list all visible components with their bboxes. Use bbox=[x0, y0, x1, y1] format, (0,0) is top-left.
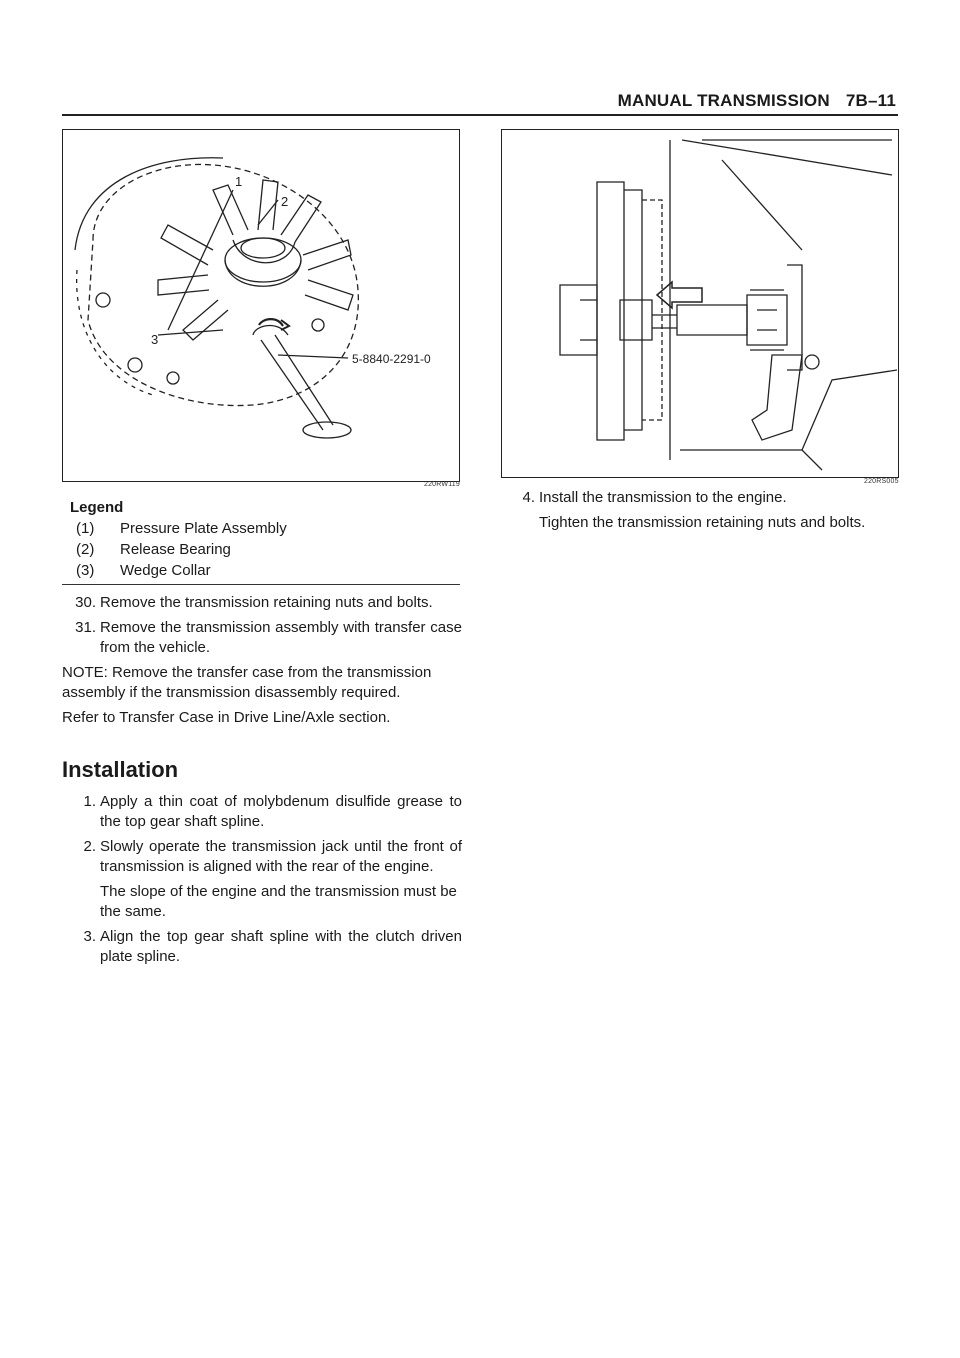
callout-2: 2 bbox=[281, 194, 289, 209]
legend-label: Release Bearing bbox=[120, 541, 231, 558]
removal-step bbox=[62, 618, 462, 658]
figure-legend bbox=[70, 497, 287, 581]
legend-number: (2) bbox=[76, 541, 95, 558]
legend-item bbox=[70, 560, 287, 581]
figure-release-bearing bbox=[62, 129, 460, 482]
step-number: 31. bbox=[75, 619, 96, 636]
step-text: Align the top gear shaft spline with the clutch driven plate spline. bbox=[100, 928, 462, 965]
figure-code-right: 220RS005 bbox=[864, 478, 899, 485]
legend-label: Pressure Plate Assembly bbox=[120, 520, 287, 537]
legend-item bbox=[70, 539, 287, 560]
legend-number: (1) bbox=[76, 520, 95, 537]
step-text: Install the transmission to the engine. bbox=[539, 489, 787, 506]
page-number: 7B–11 bbox=[845, 91, 896, 110]
figure-transmission-alignment bbox=[501, 129, 899, 478]
step-4-subtext: Tighten the transmission retaining nuts and bolts. bbox=[539, 514, 866, 531]
figure-code-left: 220RW119 bbox=[424, 481, 460, 488]
step-text: Apply a thin coat of molybdenum disulfide grease to the top gear shaft spline. bbox=[100, 793, 462, 830]
page-header bbox=[560, 91, 896, 111]
callout-1: 1 bbox=[235, 174, 243, 189]
section-title: MANUAL TRANSMISSION bbox=[617, 91, 830, 110]
callout-3: 3 bbox=[151, 332, 159, 347]
step-number: 3. bbox=[83, 928, 96, 945]
left-column bbox=[62, 593, 462, 972]
legend-number: (3) bbox=[76, 562, 95, 579]
refer-paragraph: Refer to Transfer Case in Drive Line/Axle section. bbox=[62, 709, 391, 726]
transmission-alignment-illustration bbox=[502, 130, 898, 477]
note-paragraph: NOTE: Remove the transfer case from the transmission assembly if the transmission disassembly required. bbox=[62, 664, 432, 701]
step-text: Remove the transmission assembly with transfer case from the vehicle. bbox=[100, 619, 462, 656]
legend-divider bbox=[62, 584, 460, 585]
step-number: 2. bbox=[83, 838, 96, 855]
installation-step bbox=[62, 927, 462, 967]
legend-label: Wedge Collar bbox=[120, 562, 211, 579]
installation-step bbox=[62, 837, 462, 877]
legend-title: Legend bbox=[70, 499, 124, 516]
installation-step bbox=[62, 792, 462, 832]
step-number: 4. bbox=[522, 489, 535, 506]
installation-heading: Installation bbox=[62, 757, 179, 782]
header-divider bbox=[62, 114, 898, 116]
step-text: Remove the transmission retaining nuts and bolts. bbox=[100, 594, 433, 611]
step-text: Slowly operate the transmission jack until the front of transmission is aligned with the rear of the engine. bbox=[100, 838, 462, 875]
step-number: 1. bbox=[83, 793, 96, 810]
installation-step bbox=[501, 488, 899, 508]
removal-step bbox=[62, 593, 462, 613]
legend-item bbox=[70, 518, 287, 539]
release-bearing-illustration bbox=[63, 130, 459, 481]
tool-number-label: 5-8840-2291-0 bbox=[352, 352, 431, 366]
step-2-subtext: The slope of the engine and the transmission must be the same. bbox=[100, 883, 457, 920]
right-column bbox=[501, 488, 899, 538]
step-number: 30. bbox=[75, 594, 96, 611]
